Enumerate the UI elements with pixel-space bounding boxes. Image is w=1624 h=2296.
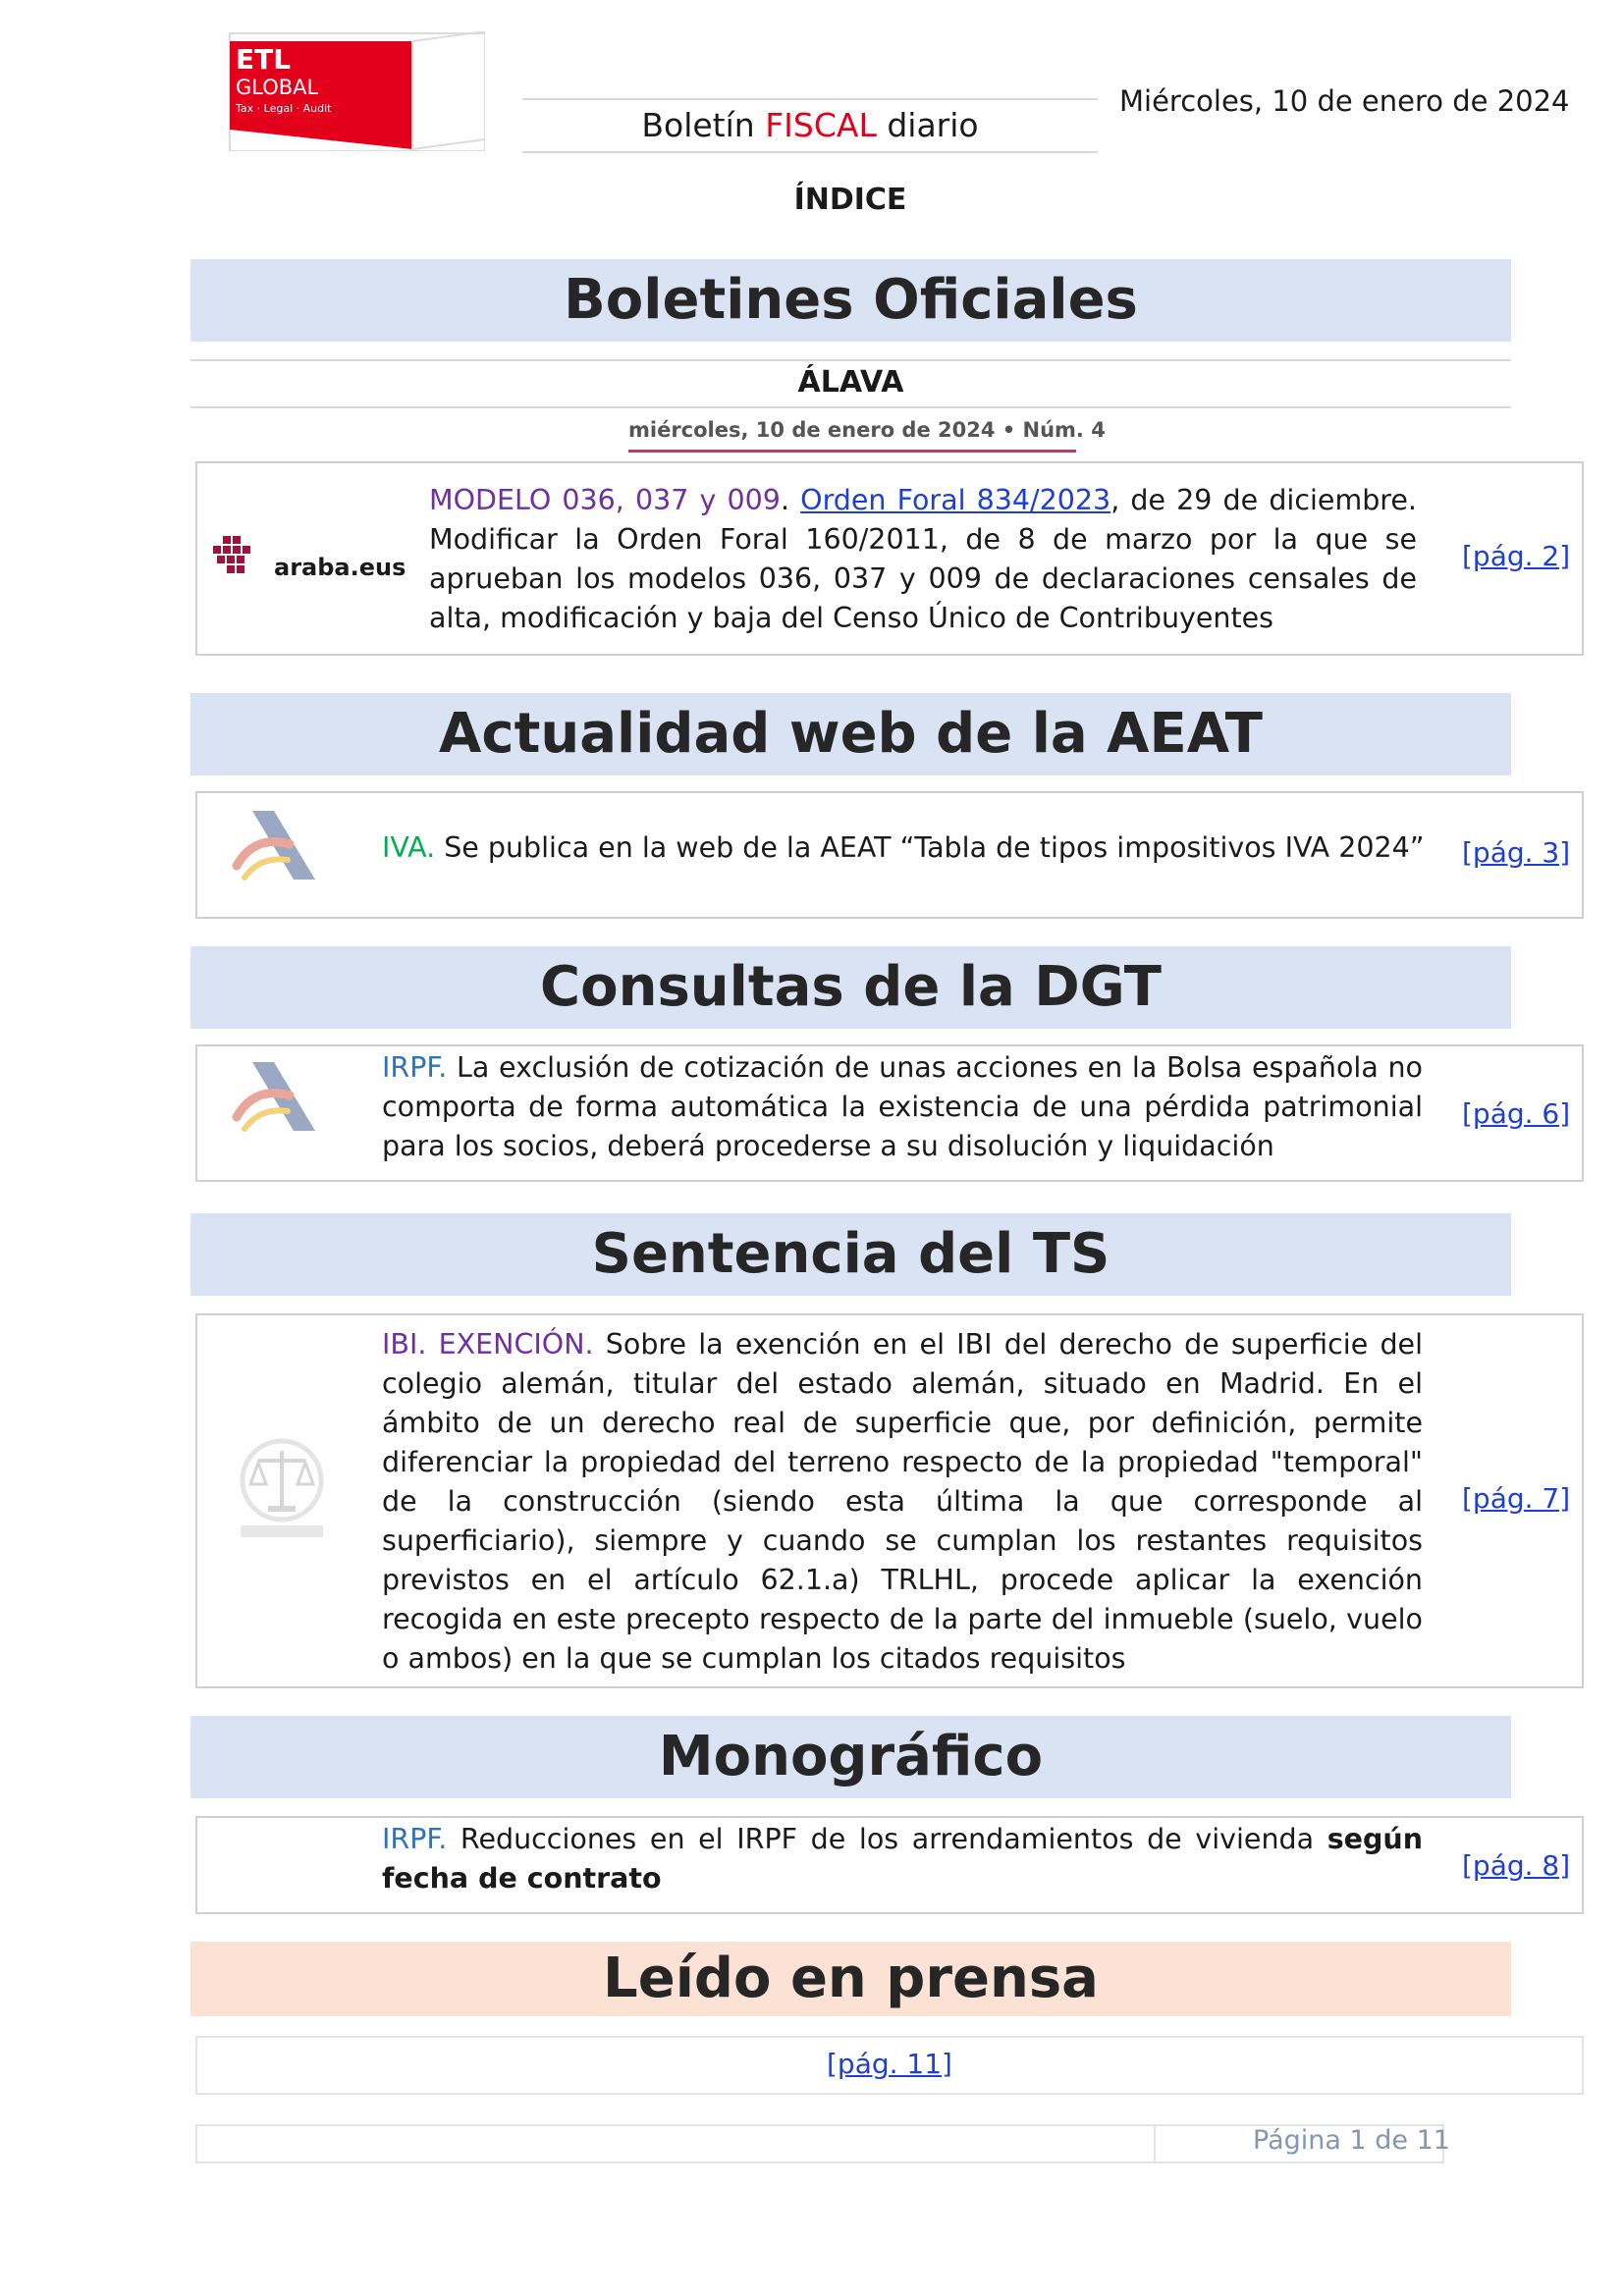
index-title: ÍNDICE [793,183,907,217]
etl-global-logo [228,31,485,151]
entry-card-irpf-dgt [195,1044,1584,1182]
svg-text:Tax · Legal · Audit: Tax · Legal · Audit [236,102,332,115]
entry-text-irpf-mono: IRPF. Reducciones en el IRPF de los arrendamientos de vivienda según fecha de contrato [382,1823,1423,1895]
aeat-logo [231,805,321,889]
region-divider-top [190,359,1511,361]
page-link-3[interactable]: [pág. 3] [1462,836,1571,869]
entry-text-iva: IVA. Se publica en la web de la AEAT “Tabla de tipos impositivos IVA 2024” [382,831,1425,864]
issue-strip: miércoles, 10 de enero de 2024 • Núm. 4 [628,412,1076,453]
page-link-8[interactable]: [pág. 8] [1462,1849,1571,1882]
entry-bold-phrase: según fecha de contrato [382,1823,1423,1895]
page-link-11[interactable]: [pág. 11] [827,2048,952,2080]
footer-divider [1154,2124,1156,2163]
araba-eus-logo-text: araba.eus [274,554,406,581]
section-header-aeat: Actualidad web de la AEAT [190,693,1511,775]
entry-tag: MODELO 036, 037 y 009 [429,484,781,516]
section-header-dgt: Consultas de la DGT [190,946,1511,1029]
entry-tag: IVA. [382,831,436,864]
entry-card-prensa [195,2036,1584,2095]
footer-page-number: Página 1 de 11 [1253,2125,1450,2156]
entry-text-irpf-dgt: IRPF. La exclusión de cotización de unas acciones en la Bolsa española no comporta de forma automática la existencia de una pérdida patrimonial para los socios, deberá procederse a su disolución y liquidación [382,1051,1423,1162]
bulletin-title: Boletín FISCAL diario [522,98,1098,153]
page-link-7[interactable]: [pág. 7] [1462,1482,1571,1515]
justice-scale-icon [233,1435,331,1547]
section-header-prensa: Leído en prensa [190,1942,1511,2016]
header-date: Miércoles, 10 de enero de 2024 [1119,84,1570,118]
entry-tag: IBI. EXENCIÓN. [382,1328,594,1361]
entry-tag: IRPF. [382,1051,448,1084]
section-header-boletines: Boletines Oficiales [190,259,1511,342]
entry-card-ibi [195,1313,1584,1688]
entry-tag: IRPF. [382,1823,448,1855]
entry-text-modelo036: MODELO 036, 037 y 009. Orden Foral 834/2023, de 29 de diciembre. Modificar la Orden Foral 160/2011, de 8 de marzo por la que se aprueban los modelos 036, 037 y 009 de declaraciones censales de alta, modificación y baja del Censo Único de Contribuyentes [429,484,1417,634]
region-divider-bottom [190,406,1511,408]
page-link-2[interactable]: [pág. 2] [1462,540,1571,572]
entry-card-iva [195,791,1584,919]
svg-text:ETL: ETL [236,43,292,76]
orden-foral-link[interactable]: Orden Foral 834/2023 [800,484,1111,516]
section-header-mono: Monográfico [190,1716,1511,1798]
aeat-logo [231,1056,321,1141]
section-header-ts: Sentencia del TS [190,1213,1511,1296]
page-link-6[interactable]: [pág. 6] [1462,1097,1571,1130]
entry-card-irpf-mono [195,1816,1584,1914]
entry-text-ibi: IBI. EXENCIÓN. Sobre la exención en el IBI del derecho de superficie del colegio alemán, titular del estado alemán, situado en Madrid. En el ámbito de un derecho real de superficie que, por definición, permite diferenciar la propiedad del terreno respecto de la propiedad "temporal" de la construcción (siendo esta última la que corresponde al superficiario), siempre y cuando se cumplan los restantes requisitos previstos en el artículo 62.1.a) TRLHL, procede aplicar la exención recogida en este precepto respecto de la parte del inmueble (suelo, vuelo o ambos) en la que se cumplan los citados requisitos [382,1328,1423,1675]
entry-card-modelo036 [195,461,1584,656]
region-title: ÁLAVA [797,365,904,400]
svg-text:GLOBAL: GLOBAL [236,76,319,99]
bulletin-accent: FISCAL [765,106,877,144]
